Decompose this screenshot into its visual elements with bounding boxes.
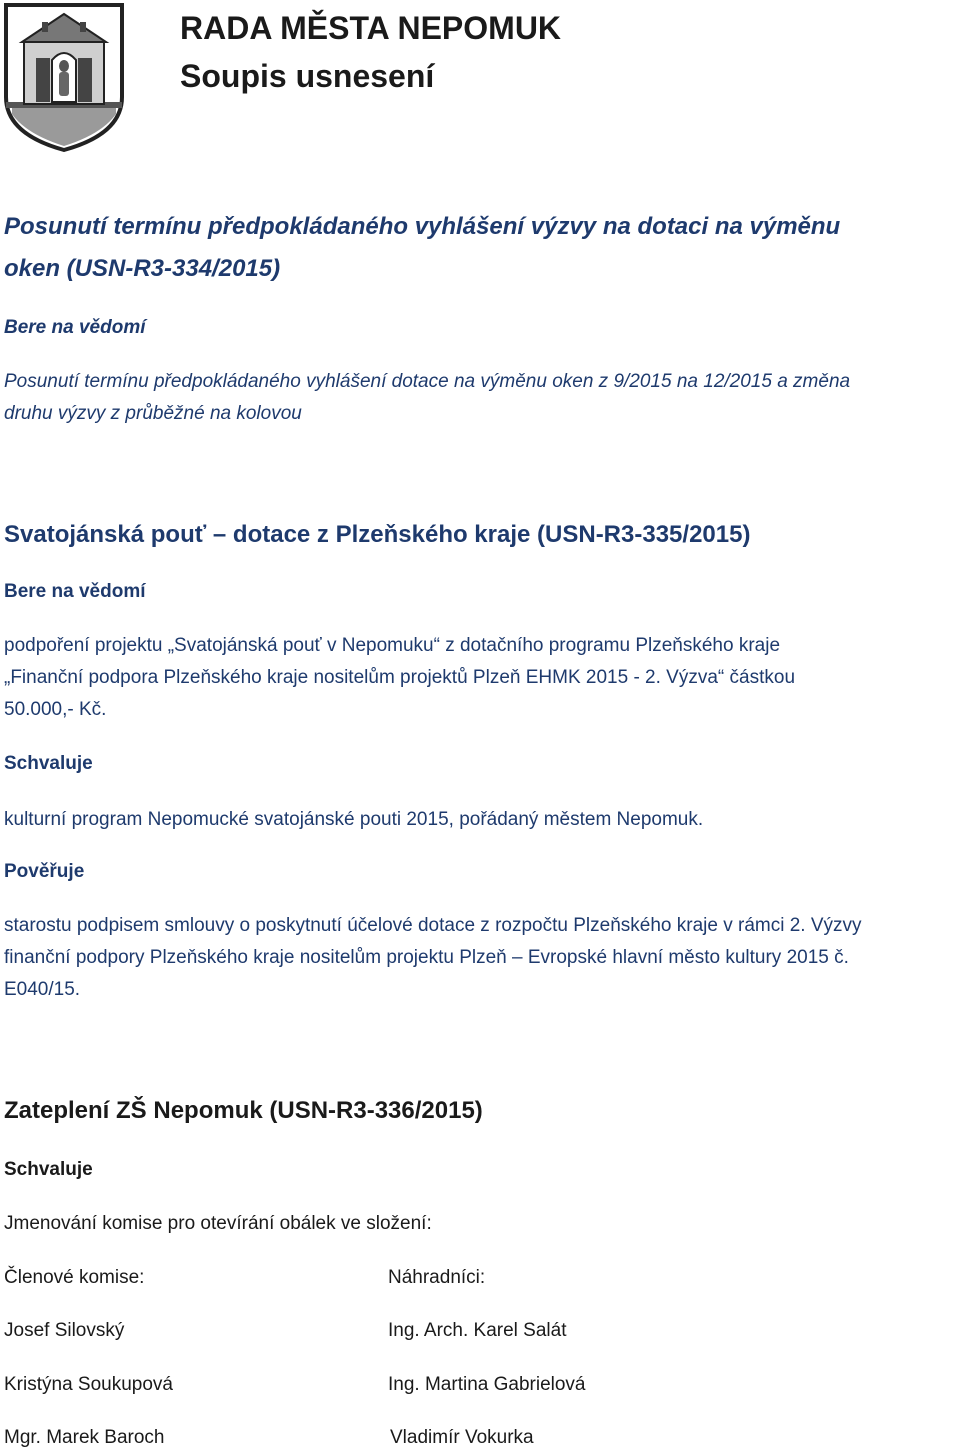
- section3-action: Schvaluje: [4, 1159, 93, 1180]
- section2-text1-line3: 50.000,- Kč.: [4, 699, 107, 720]
- section2-action2: Schvaluje: [4, 753, 93, 774]
- section1-text-line2: druhu výzvy z průběžné na kolovou: [4, 403, 302, 424]
- section2-text2: kulturní program Nepomucké svatojánské pouti 2015, pořádaný městem Nepomuk.: [4, 809, 704, 830]
- section1-text-line1: Posunutí termínu předpokládaného vyhlášení dotace na výměnu oken z 9/2015 na 12/2015 a změna: [4, 371, 851, 392]
- town-coat-of-arms-icon: [2, 2, 126, 152]
- section-st-john-fair: [4, 514, 959, 556]
- section2-action3: Pověřuje: [4, 861, 85, 882]
- section2-text3-line1: starostu podpisem smlouvy o poskytnutí účelové dotace z rozpočtu Plzeňského kraje v rámci 2. Výzvy: [4, 915, 862, 936]
- section3-title: Zateplení ZŠ Nepomuk (USN-R3-336/2015): [4, 1097, 483, 1124]
- member-name: Mgr. Marek Baroch: [4, 1427, 165, 1448]
- member-name: Josef Silovský: [4, 1320, 125, 1341]
- document-title: Soupis usnesení: [180, 58, 435, 94]
- substitute-name: Ing. Arch. Karel Salát: [388, 1320, 567, 1341]
- council-title: RADA MĚSTA NEPOMUK: [180, 10, 562, 46]
- section1-action: Bere na vědomí: [4, 317, 146, 338]
- substitute-name: Vladimír Vokurka: [390, 1427, 534, 1448]
- section2-text1-line1: podpoření projektu „Svatojánská pouť v Nepomuku“ z dotačního programu Plzeňského kraje: [4, 635, 781, 656]
- section2-text3-line3: E040/15.: [4, 979, 81, 1000]
- section1-title-line1: Posunutí termínu předpokládaného vyhlášení výzvy na dotaci na výměnu: [4, 213, 841, 240]
- members-header: Členové komise:: [4, 1267, 145, 1288]
- section-school-insulation: [4, 1090, 959, 1132]
- substitutes-header: Náhradníci:: [388, 1267, 486, 1288]
- substitute-name: Ing. Martina Gabrielová: [388, 1374, 586, 1395]
- section3-intro: Jmenování komise pro otevírání obálek ve složení:: [4, 1213, 432, 1234]
- section-window-replacement: [4, 206, 959, 290]
- section1-title-line2: oken (USN-R3-334/2015): [4, 255, 281, 282]
- document-header: [180, 4, 561, 100]
- section2-title: Svatojánská pouť – dotace z Plzeňského kraje (USN-R3-335/2015): [4, 521, 751, 548]
- section2-action1: Bere na vědomí: [4, 581, 146, 602]
- member-name: Kristýna Soukupová: [4, 1374, 173, 1395]
- section2-text1-line2: „Finanční podpora Plzeňského kraje nositelům projektů Plzeň EHMK 2015 - 2. Výzva“ částkou: [4, 667, 796, 688]
- section2-text3-line2: finanční podpory Plzeňského kraje nositelům projektu Plzeň – Evropské hlavní město kultury 2015 č.: [4, 947, 849, 968]
